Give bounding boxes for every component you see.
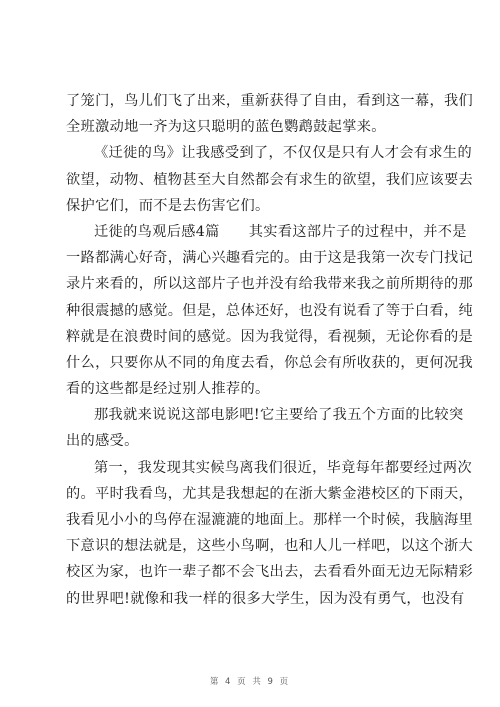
text-line: 什么，只要你从不同的角度去看，你总会有所收获的，更何况我 xyxy=(66,354,474,371)
text-line: 全班激动地一齐为这只聪明的蓝色鹦鹉鼓起掌来。 xyxy=(66,119,386,136)
text-line: 看的这些都是经过别人推荐的。 xyxy=(66,381,270,398)
text-line: 了笼门，鸟儿们飞了出来，重新获得了自由，看到这一幕，我们 xyxy=(66,93,474,109)
text-line: 那我就来说说这部电影吧!它主要给了我五个方面的比较突 xyxy=(94,407,464,424)
text-line: 迁徙的鸟观后感4篇 其实看这部片子的过程中，并不是 xyxy=(94,223,467,240)
text-line: 出的感受。 xyxy=(66,433,139,450)
text-line: 保护它们，而不是去伤害它们。 xyxy=(66,197,270,214)
text-line: 的世界吧!就像和我一样的很多大学生，因为没有勇气，也没有 xyxy=(66,590,465,607)
text-line: 种很震撼的感觉。但是，总体还好，也没有说看了等于白看，纯 xyxy=(66,302,474,319)
text-line: 的。平时我看鸟，尤其是我想起的在浙大紫金港校区的下雨天， xyxy=(66,485,474,502)
document-body xyxy=(66,88,474,612)
text-line: 录片来看的，所以这部片子也并没有给我带来我之前所期待的那 xyxy=(66,276,474,293)
text-line: 我看见小小的鸟停在湿漉漉的地面上。那样一个时候，我脑海里 xyxy=(66,512,474,528)
text-line: 欲望，动物、植物甚至大自然都会有求生的欲望，我们应该要去 xyxy=(66,171,474,188)
text-line: 《迁徙的鸟》让我感受到了，不仅仅是只有人才会有求生的 xyxy=(94,145,472,162)
text-line: 第一，我发现其实候鸟离我们很近，毕竟每年都要经过两次 xyxy=(94,459,472,476)
text-line: 粹就是在浪费时间的感觉。因为我觉得，看视频，无论你看的是 xyxy=(66,328,474,345)
text-line: 一路都满心好奇，满心兴趣看完的。由于这是我第一次专门找记 xyxy=(66,250,474,267)
page-number-footer: 第 4 页 共 9 页 xyxy=(209,677,291,687)
text-line: 下意识的想法就是，这些小鸟啊，也和人儿一样吧，以这个浙大 xyxy=(66,538,474,555)
text-line: 校区为家，也许一辈子都不会飞出去，去看看外面无边无际精彩 xyxy=(66,564,474,581)
